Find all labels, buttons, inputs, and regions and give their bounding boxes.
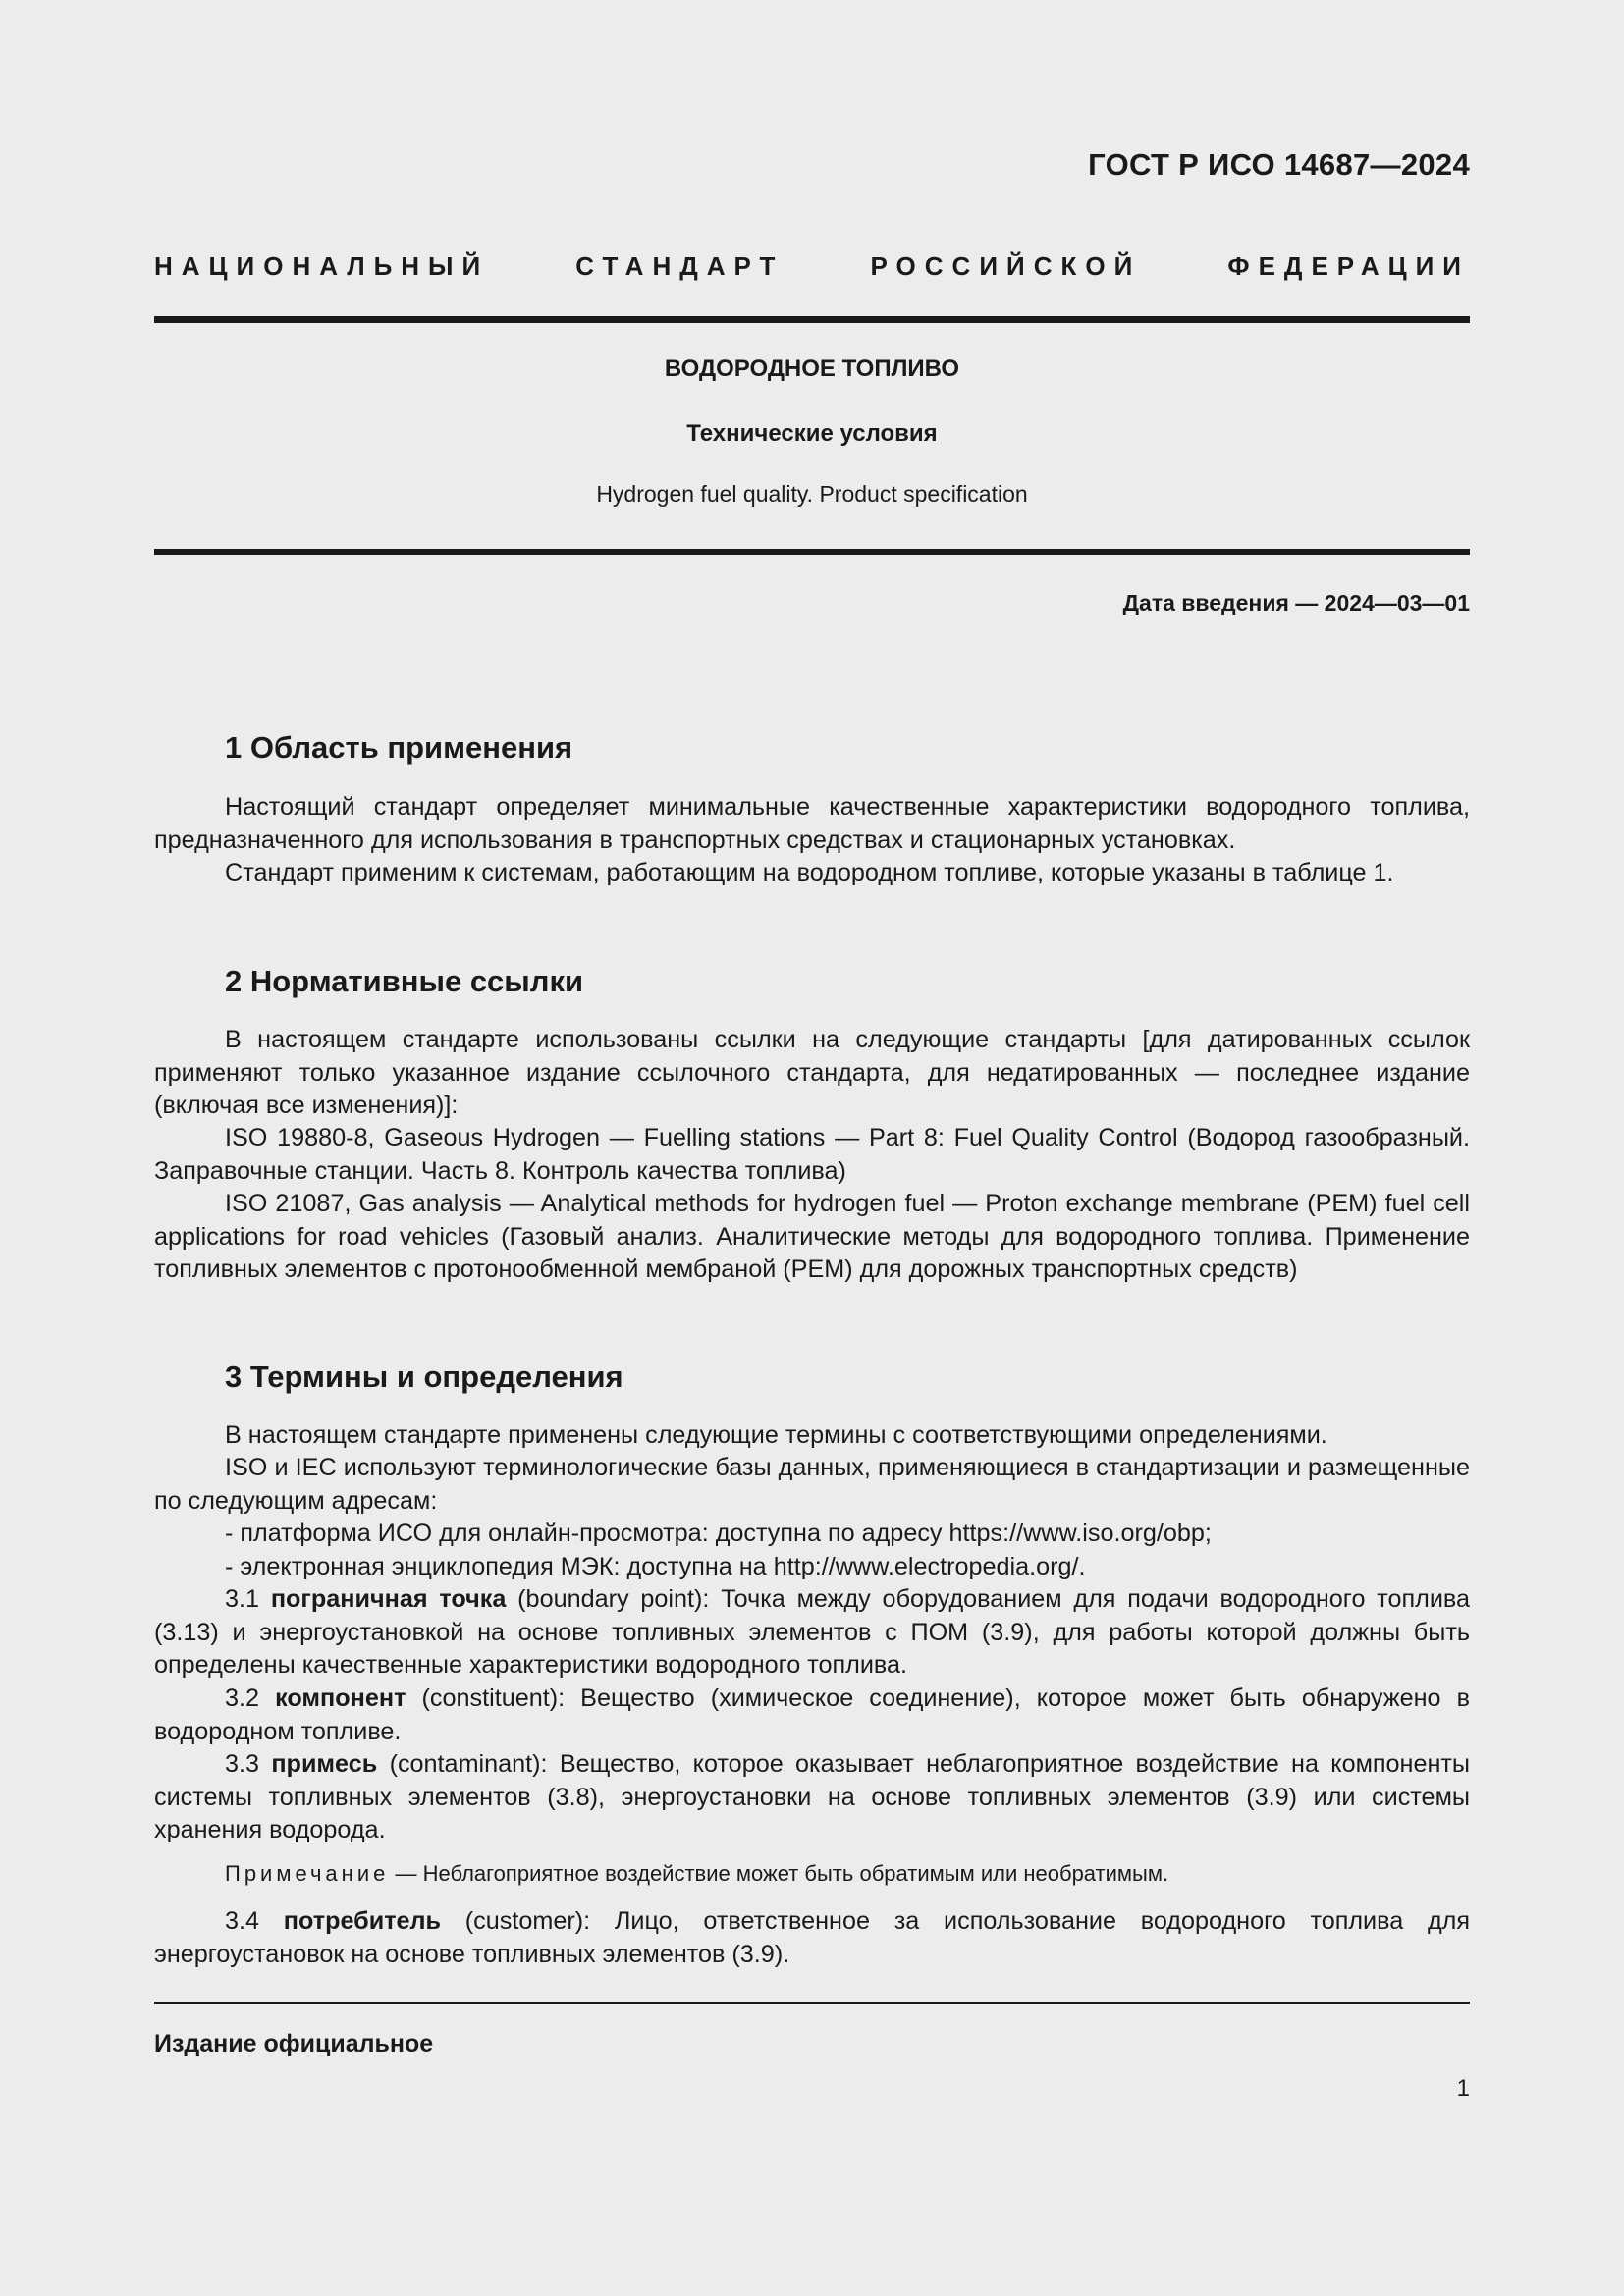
- page-number: 1: [1456, 2075, 1470, 2102]
- term-number: 3.4: [225, 1907, 260, 1935]
- section-3-list-item-2: - электронная энциклопедия МЭК: доступна на http://www.electropedia.org/.: [225, 1553, 1086, 1580]
- section-3-paragraph-1: В настоящем стандарте применены следующие термины с соответствующими определениями.: [225, 1421, 1327, 1449]
- term-name: пограничная точка: [270, 1585, 507, 1613]
- section-2-heading: 2 Нормативные ссылки: [225, 964, 584, 998]
- term-3-2: [154, 1682, 1470, 1748]
- note-label: Примечание: [225, 1861, 390, 1886]
- section-3-list-item-1: - платформа ИСО для онлайн-просмотра: доступна по адресу https://www.iso.org/obp;: [225, 1520, 1212, 1547]
- term-definition: (customer): Лицо, ответственное за использование водородного топлива для энергоустановок на основе топливных элементов (3.9).: [154, 1907, 1471, 1968]
- section-3-heading: 3 Термины и определения: [225, 1360, 623, 1394]
- section-2-reference-1: ISO 19880-8, Gaseous Hydrogen — Fuelling stations — Part 8: Fuel Quality Control (Водород газообразный. Заправочные станции. Часть 8. Контроль качества топлива): [154, 1124, 1470, 1185]
- term-3-1: [154, 1583, 1470, 1682]
- document-title: ВОДОРОДНОЕ ТОПЛИВО: [664, 355, 960, 382]
- term-3-4: [154, 1905, 1470, 1971]
- document-subtitle: Технические условия: [686, 420, 938, 447]
- note: [154, 1859, 1470, 1889]
- note-text: — Неблагоприятное воздействие может быть обратимым или необратимым.: [395, 1861, 1169, 1886]
- title-rule: [154, 549, 1470, 555]
- term-3-3: [154, 1748, 1470, 1847]
- english-title: Hydrogen fuel quality. Product specification: [596, 481, 1028, 507]
- section-3-paragraph-2: ISO и IEC используют терминологические базы данных, применяющиеся в стандартизации и размещенные по следующим адресам:: [154, 1454, 1470, 1515]
- section-1-heading: 1 Область применения: [225, 730, 573, 765]
- term-name: потребитель: [283, 1907, 442, 1935]
- term-number: 3.2: [225, 1684, 260, 1712]
- term-number: 3.3: [225, 1750, 260, 1778]
- footer-rule: [154, 2002, 1470, 2004]
- official-edition-label: Издание официальное: [154, 2030, 434, 2057]
- section-2-paragraph-1: В настоящем стандарте использованы ссылки на следующие стандарты [для датированных ссылок применяют только указанное издание ссылочного стандарта, для недатированных — последнее издание (включая все изменения)]:: [154, 1026, 1470, 1119]
- term-definition: (constituent): Вещество (химическое соединение), которое может быть обнаружено в водородном топливе.: [154, 1684, 1470, 1745]
- section-1-paragraph-1: Настоящий стандарт определяет минимальные качественные характеристики водородного топлива, предназначенного для использования в транспортных средствах и стационарных установках.: [154, 793, 1470, 854]
- document-code: ГОСТ Р ИСО 14687—2024: [1088, 147, 1470, 182]
- term-number: 3.1: [225, 1585, 260, 1613]
- term-definition: (boundary point): Точка между оборудованием для подачи водородного топлива (3.13) и энергоустановкой на основе топливных элементов с ПОМ (3.9), для работы которой должны быть определены качественные характеристики водородного топлива.: [154, 1585, 1471, 1679]
- section-1-paragraph-2: Стандарт применим к системам, работающим на водородном топливе, которые указаны в таблице 1.: [225, 859, 1394, 886]
- term-name: компонент: [275, 1684, 406, 1712]
- introduction-date: Дата введения — 2024—03—01: [1122, 590, 1470, 615]
- term-definition: (contaminant): Вещество, которое оказывает неблагоприятное воздействие на компоненты системы топливных элементов (3.8), энергоустановки на основе топливных элементов (3.9) или системы хранения водорода.: [154, 1750, 1471, 1843]
- section-2-reference-2: ISO 21087, Gas analysis — Analytical methods for hydrogen fuel — Proton exchange membrane (PEM) fuel cell applications for road vehicles (Газовый анализ. Аналитические методы для водородного топлива. Применение топливных элементов с протонообменной мембраной (PEM) для дорожных транспортных средств): [154, 1190, 1470, 1283]
- national-standard-banner: НАЦИОНАЛЬНЫЙ СТАНДАРТ РОССИЙСКОЙ ФЕДЕРАЦИИ: [154, 251, 1470, 281]
- header-rule: [154, 316, 1470, 323]
- term-name: примесь: [271, 1750, 378, 1778]
